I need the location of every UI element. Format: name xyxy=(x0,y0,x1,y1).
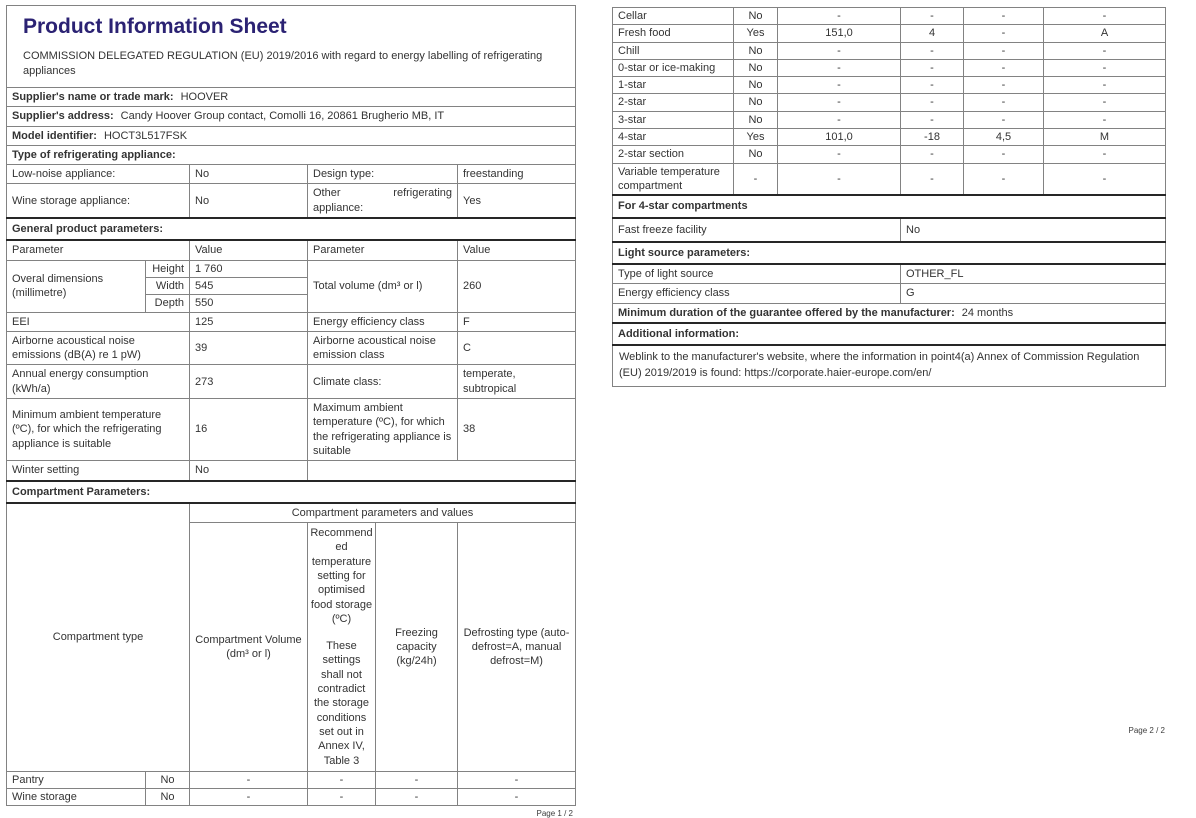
table-row xyxy=(613,42,1166,59)
climate-class-label: Climate class: xyxy=(308,365,458,399)
table-cell: - xyxy=(1044,8,1166,25)
freezing-col-header: Freezing capacity (kg/24h) xyxy=(376,523,458,772)
eei-label: EEI xyxy=(7,312,190,331)
table-cell: - xyxy=(1044,42,1166,59)
table-cell: 101,0 xyxy=(778,129,901,146)
table-cell: - xyxy=(778,111,901,128)
table-cell: - xyxy=(964,42,1044,59)
compartment-table-continued xyxy=(612,7,1166,387)
energy-class-label: Energy efficiency class xyxy=(308,312,458,331)
table-cell: - xyxy=(308,789,376,806)
table-row xyxy=(613,8,1166,25)
table-cell: M xyxy=(1044,129,1166,146)
table-cell: - xyxy=(778,94,901,111)
general-section-header: General product parameters: xyxy=(7,218,576,240)
table-cell: - xyxy=(964,146,1044,163)
page-number-label: Page 2 / 2 xyxy=(1128,726,1165,735)
annual-energy-label: Annual energy consumption (kWh/a) xyxy=(7,365,190,399)
table-cell: - xyxy=(901,59,964,76)
table-cell: 2-star section xyxy=(613,146,734,163)
page-2 xyxy=(612,7,1165,387)
table-cell: - xyxy=(308,771,376,788)
table-cell: 2-star xyxy=(613,94,734,111)
light-type-label: Type of light source xyxy=(613,264,901,284)
table-cell: - xyxy=(901,94,964,111)
table-cell: - xyxy=(964,94,1044,111)
light-type-value: OTHER_FL xyxy=(901,264,1166,284)
noise-value: 39 xyxy=(190,331,308,365)
table-cell: Pantry xyxy=(7,771,146,788)
guarantee-value: 24 months xyxy=(961,306,1014,319)
table-cell: 3-star xyxy=(613,111,734,128)
model-identifier-label: Model identifier: xyxy=(12,129,97,142)
table-cell: Yes xyxy=(734,129,778,146)
temperature-header-part1: Recommended temperature setting for optimised food storage (ºC) xyxy=(310,527,373,625)
wine-storage-appliance-label: Wine storage appliance: xyxy=(7,184,190,218)
table-cell: 4-star xyxy=(613,129,734,146)
supplier-name-label: Supplier's name or trade mark: xyxy=(12,90,174,103)
table-cell: No xyxy=(734,94,778,111)
param-col-header: Parameter xyxy=(308,240,458,260)
winter-setting-label: Winter setting xyxy=(7,461,190,481)
temperature-col-header xyxy=(308,523,376,772)
table-cell: No xyxy=(734,59,778,76)
wine-storage-appliance-value: No xyxy=(190,184,308,218)
light-class-label: Energy efficiency class xyxy=(613,284,901,303)
table-cell: - xyxy=(778,163,901,195)
compartment-span-header: Compartment parameters and values xyxy=(190,503,576,523)
compartment-rows-page2 xyxy=(613,8,1166,196)
table-cell: - xyxy=(778,59,901,76)
table-cell: - xyxy=(734,163,778,195)
table-cell: -18 xyxy=(901,129,964,146)
title-block xyxy=(7,6,576,88)
table-cell: No xyxy=(734,8,778,25)
guarantee-row xyxy=(613,303,1166,323)
eei-value: 125 xyxy=(190,312,308,331)
winter-setting-value: No xyxy=(190,461,308,481)
table-cell: - xyxy=(778,77,901,94)
width-value: 545 xyxy=(190,277,308,294)
max-ambient-value: 38 xyxy=(458,399,576,461)
table-row xyxy=(613,111,1166,128)
table-cell: - xyxy=(964,25,1044,42)
table-cell: A xyxy=(1044,25,1166,42)
table-cell: - xyxy=(964,111,1044,128)
design-type-value: freestanding xyxy=(458,165,576,184)
regulation-subtitle: COMMISSION DELEGATED REGULATION (EU) 2019/2016 with regard to energy labelling of refrigerating appliances xyxy=(23,50,543,78)
energy-class-value: F xyxy=(458,312,576,331)
table-cell: 151,0 xyxy=(778,25,901,42)
table-cell: - xyxy=(1044,146,1166,163)
table-row xyxy=(613,94,1166,111)
table-row xyxy=(7,789,576,806)
table-cell: No xyxy=(734,42,778,59)
table-cell: Wine storage xyxy=(7,789,146,806)
table-cell: - xyxy=(376,789,458,806)
table-cell: - xyxy=(964,163,1044,195)
table-cell: - xyxy=(964,59,1044,76)
table-row xyxy=(613,163,1166,195)
value-col-header: Value xyxy=(190,240,308,260)
supplier-name-row xyxy=(7,87,576,106)
low-noise-value: No xyxy=(190,165,308,184)
max-ambient-label: Maximum ambient temperature (ºC), for which the refrigerating appliance is suitable xyxy=(308,399,458,461)
weblink-url[interactable]: https://corporate.haier-europe.com/en/ xyxy=(744,367,932,380)
noise-class-value: C xyxy=(458,331,576,365)
weblink-row xyxy=(613,345,1166,386)
param-col-header: Parameter xyxy=(7,240,190,260)
page-title: Product Information Sheet xyxy=(23,15,287,38)
table-cell: No xyxy=(734,146,778,163)
table-cell: Cellar xyxy=(613,8,734,25)
additional-info-section-header: Additional information: xyxy=(613,323,1166,345)
light-class-value: G xyxy=(901,284,1166,303)
table-row xyxy=(613,146,1166,163)
table-row xyxy=(613,59,1166,76)
table-cell: - xyxy=(1044,59,1166,76)
page-number-label: Page 1 / 2 xyxy=(536,809,573,818)
table-cell: - xyxy=(1044,94,1166,111)
light-source-section-header: Light source parameters: xyxy=(613,242,1166,264)
table-row xyxy=(613,25,1166,42)
table-cell: - xyxy=(458,789,576,806)
table-cell: - xyxy=(1044,163,1166,195)
design-type-label: Design type: xyxy=(308,165,458,184)
fast-freeze-value: No xyxy=(901,218,1166,242)
supplier-address-label: Supplier's address: xyxy=(12,110,114,123)
total-volume-label: Total volume (dm³ or l) xyxy=(308,260,458,312)
table-cell: Variable temperature compartment xyxy=(613,163,734,195)
low-noise-label: Low-noise appliance: xyxy=(7,165,190,184)
type-section-header: Type of refrigerating appliance: xyxy=(7,145,576,164)
table-cell: Chill xyxy=(613,42,734,59)
guarantee-label: Minimum duration of the guarantee offered by the manufacturer: xyxy=(618,306,955,319)
table-cell: - xyxy=(778,42,901,59)
table-cell: - xyxy=(901,111,964,128)
supplier-address-value: Candy Hoover Group contact, Comolli 16, 20861 Brugherio MB, IT xyxy=(120,110,445,123)
defrost-col-header: Defrosting type (auto-defrost=A, manual defrost=M) xyxy=(458,523,576,772)
table-cell: - xyxy=(376,771,458,788)
table-cell: - xyxy=(1044,77,1166,94)
table-cell: No xyxy=(734,77,778,94)
table-cell: - xyxy=(901,163,964,195)
table-cell: - xyxy=(190,789,308,806)
supplier-name-value: HOOVER xyxy=(180,90,229,103)
compartment-section-header: Compartment Parameters: xyxy=(7,481,576,503)
volume-col-header: Compartment Volume (dm³ or l) xyxy=(190,523,308,772)
value-col-header: Value xyxy=(458,240,576,260)
height-value: 1 760 xyxy=(190,260,308,277)
annual-energy-value: 273 xyxy=(190,365,308,399)
table-cell: - xyxy=(901,42,964,59)
table-cell: - xyxy=(964,77,1044,94)
depth-label: Depth xyxy=(146,295,190,312)
table-row xyxy=(7,771,576,788)
model-identifier-row xyxy=(7,126,576,145)
supplier-address-row xyxy=(7,107,576,126)
table-cell: No xyxy=(734,111,778,128)
empty-cell xyxy=(308,461,576,481)
fast-freeze-label: Fast freeze facility xyxy=(613,218,901,242)
other-refrigerating-value: Yes xyxy=(458,184,576,218)
table-cell: - xyxy=(1044,111,1166,128)
product-sheet-table xyxy=(6,5,576,806)
width-label: Width xyxy=(146,277,190,294)
total-volume-value: 260 xyxy=(458,260,576,312)
table-cell: - xyxy=(964,8,1044,25)
table-cell: 4 xyxy=(901,25,964,42)
depth-value: 550 xyxy=(190,295,308,312)
temperature-header-part2: These settings shall not contradict the storage conditions set out in Annex IV, Table 3 xyxy=(313,640,370,767)
table-cell: 0-star or ice-making xyxy=(613,59,734,76)
table-cell: - xyxy=(901,146,964,163)
table-cell: - xyxy=(190,771,308,788)
table-cell: Yes xyxy=(734,25,778,42)
noise-class-label: Airborne acoustical noise emission class xyxy=(308,331,458,365)
compartment-type-header: Compartment type xyxy=(7,503,190,772)
climate-class-value: temperate, subtropical xyxy=(458,365,576,399)
other-refrigerating-label: Other refrigerating appliance: xyxy=(308,184,458,218)
page-1 xyxy=(6,5,575,818)
dimensions-label: Overal dimensions (millimetre) xyxy=(7,260,146,312)
table-row xyxy=(613,77,1166,94)
four-star-section-header: For 4-star compartments xyxy=(613,195,1166,217)
table-cell: No xyxy=(146,789,190,806)
table-cell: - xyxy=(901,77,964,94)
compartment-rows-page1 xyxy=(7,771,576,806)
table-cell: - xyxy=(458,771,576,788)
table-cell: - xyxy=(778,146,901,163)
table-cell: - xyxy=(778,8,901,25)
table-cell: 4,5 xyxy=(964,129,1044,146)
table-row xyxy=(613,129,1166,146)
height-label: Height xyxy=(146,260,190,277)
weblink-label: Weblink to the manufacturer's website, where the information in point4(a) Annex of Commission Regulation (EU) 2019/2019 is found: xyxy=(619,351,1140,380)
table-cell: No xyxy=(146,771,190,788)
table-cell: Fresh food xyxy=(613,25,734,42)
model-identifier-value: HOCT3L517FSK xyxy=(103,129,188,142)
table-cell: 1-star xyxy=(613,77,734,94)
table-cell: - xyxy=(901,8,964,25)
min-ambient-value: 16 xyxy=(190,399,308,461)
noise-label: Airborne acoustical noise emissions (dB(A) re 1 pW) xyxy=(7,331,190,365)
min-ambient-label: Minimum ambient temperature (ºC), for which the refrigerating appliance is suitable xyxy=(7,399,190,461)
